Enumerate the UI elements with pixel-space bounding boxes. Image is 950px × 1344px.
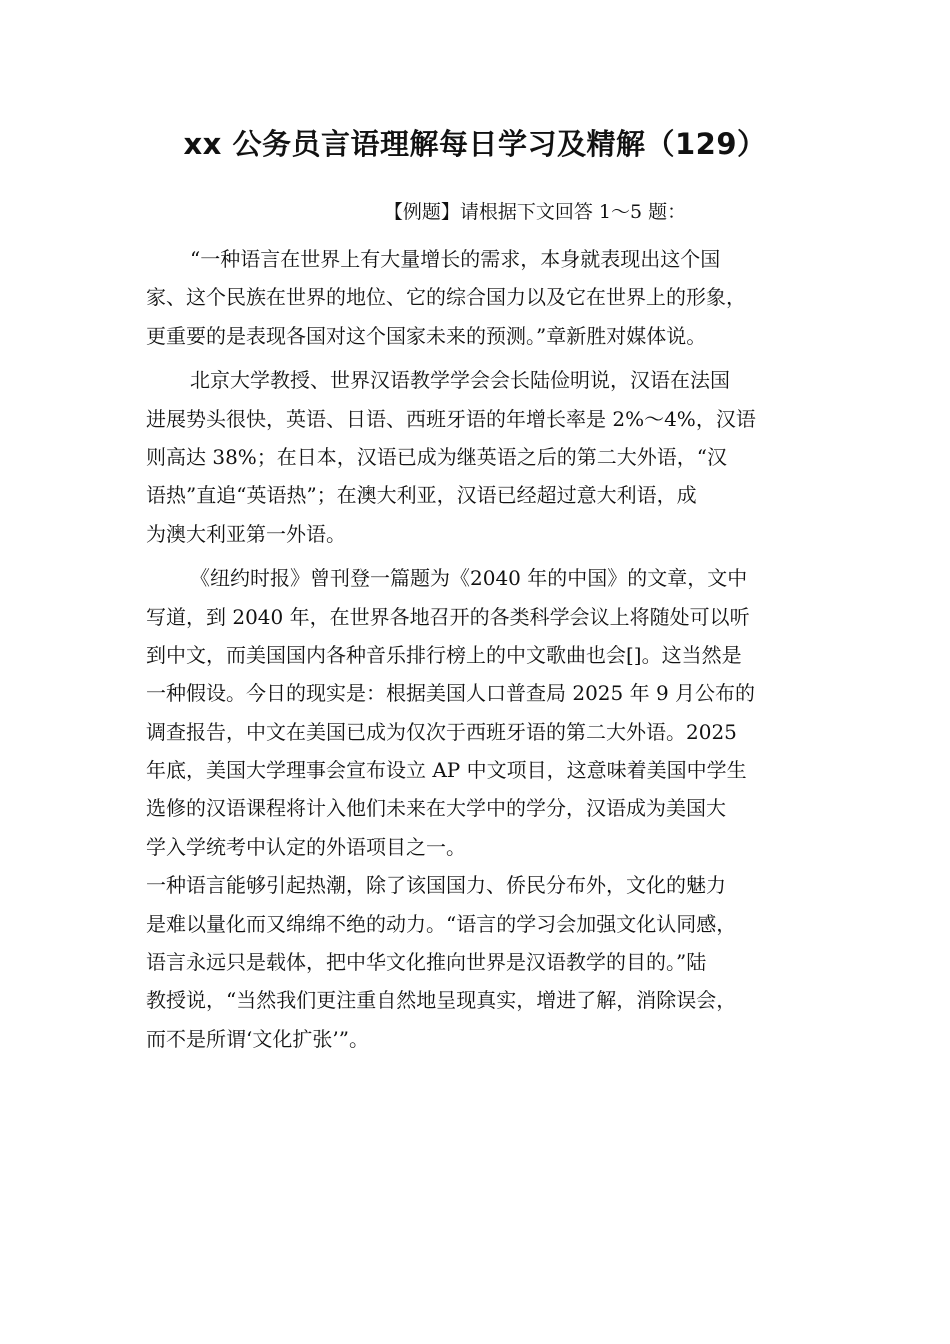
text-line: 更重要的是表现各国对这个国家未来的预测。”章新胜对媒体说。 [146,323,707,348]
text-line: 则高达 38%；在日本，汉语已成为继英语之后的第二大外语，“汉 [146,444,728,469]
text-line: 到中文，而美国国内各种音乐排行榜上的中文歌曲也会[]。这当然是 [146,642,742,667]
text-line: 语言永远只是载体，把中华文化推向世界是汉语教学的目的。”陆 [146,950,707,975]
text-line: 语热”直追“英语热”；在澳大利亚，汉语已经超过意大利语，成 [146,483,697,508]
text-line: 《纽约时报》曾刊登一篇题为《2040 年的中国》的文章，文中 [190,566,748,591]
text-line: “一种语言在世界上有大量增长的需求，本身就表现出这个国 [190,247,721,271]
text-line: 一种语言能够引起热潮，除了该国国力、侨民分布外，文化的魅力 [146,873,726,898]
text-line: 一种假设。今日的现实是：根据美国人口普查局 2025 年 9 月公布的 [146,681,756,706]
text-line: 而不是所谓‘文化扩张’”。 [146,1026,369,1051]
text-line: 教授说，“当然我们更注重自然地呈现真实，增进了解，消除误会， [146,988,737,1013]
text-line: 家、这个民族在世界的地位、它的综合国力以及它在世界上的形象， [146,285,746,310]
paragraph-4 [146,866,836,1058]
document-title: xx 公务员言语理解每日学习及精解（129） [183,127,767,161]
text-line: 北京大学教授、世界汉语教学学会会长陆俭明说，汉语在法国 [190,368,730,393]
text-line: 写道，到 2040 年，在世界各地召开的各类科学会议上将随处可以听 [146,604,750,629]
document-body [146,240,836,1058]
text-line: 进展势头很快，英语、日语、西班牙语的年增长率是 2%～4%，汉语 [146,406,756,431]
paragraph-1 [146,240,836,355]
paragraph-3 [146,559,836,866]
text-line: 学入学统考中认定的外语项目之一。 [146,834,466,859]
text-line: 是难以量化而又绵绵不绝的动力。“语言的学习会加强文化认同感， [146,911,737,936]
question-intro: 【例题】请根据下文回答 1～5 题： [383,201,687,223]
text-line: 年底，美国大学理事会宣布设立 AP 中文项目，这意味着美国中学生 [146,758,747,783]
paragraph-2 [146,361,836,553]
text-line: 为澳大利亚第一外语。 [146,521,346,546]
text-line: 调查报告，中文在美国已成为仅次于西班牙语的第二大外语。2025 [146,719,737,744]
text-line: 选修的汉语课程将计入他们未来在大学中的学分，汉语成为美国大 [146,796,726,821]
